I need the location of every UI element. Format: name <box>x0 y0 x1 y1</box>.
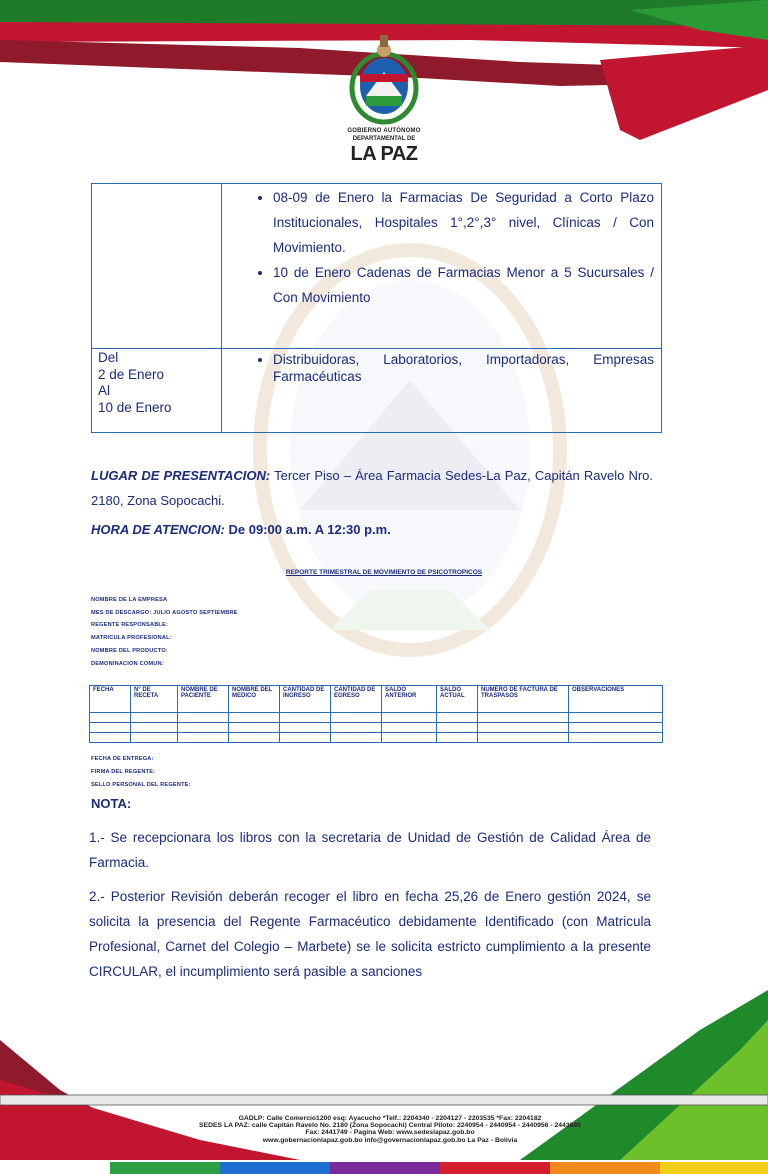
form-field: DEMONINACION COMUN: <box>91 661 164 667</box>
footer-line: GADLP: Calle Comercio1200 esq: Ayacucho *Telf.: 2204340 - 2204127 - 2203535 *Fax: 2204182 <box>238 1115 542 1122</box>
gov-line-1: GOBIERNO AUTÓNOMO <box>347 128 421 134</box>
form-field: NOMBRE DE LA EMPRESA <box>91 597 168 603</box>
col-header: N° DE RECETA <box>131 686 178 713</box>
table-row <box>90 713 663 723</box>
form-footer-field: SELLO PERSONAL DEL REGENTE: <box>91 782 191 788</box>
nota-paragraph-1: 1.- Se recepcionara los libros con la secretaria de Unidad de Gestión de Calidad Área de Farmacia. <box>89 830 651 870</box>
footer-line: SEDES LA PAZ: calle Capitán Ravelo No. 2180 (Zona Sopocachi) Central Piloto: 2240954 - 2440954 - 2440956 - 2443885 <box>199 1122 581 1130</box>
schedule-row <box>92 349 662 433</box>
form-field: REGENTE RESPONSABLE: <box>91 622 169 628</box>
footer-band <box>0 990 768 1174</box>
movement-header-row <box>90 686 663 713</box>
nota-label: NOTA: <box>91 796 132 811</box>
schedule-items-cell <box>222 349 662 433</box>
schedule-item: • 08-09 de Enero la Farmacias De Seguridad a Corto Plazo Institucionales, Hospitales 1°,2°,3° nivel, Clínicas / Con Movimiento. <box>273 185 654 260</box>
col-header: SALDO ANTERIOR <box>382 686 437 713</box>
report-title: REPORTE TRIMESTRAL DE MOVIMIENTO DE PSICOTROPICOS <box>285 569 483 576</box>
gov-line-2: DEPARTAMENTAL DE <box>352 136 416 142</box>
form-footer-field: FECHA DE ENTREGA: <box>91 756 154 762</box>
date-line: 2 de Enero <box>98 366 165 382</box>
table-row <box>90 723 663 733</box>
schedule-date-cell <box>92 184 222 349</box>
date-line: Al <box>98 383 111 398</box>
hora-label: HORA DE ATENCION: <box>91 522 225 537</box>
form-field: NOMBRE DEL PRODUCTO: <box>91 648 168 654</box>
schedule-row <box>92 184 662 349</box>
gov-line-3: LA PAZ <box>350 143 418 165</box>
table-row <box>90 733 663 743</box>
date-line: Del <box>98 350 119 365</box>
col-header: OBSERVACIONES <box>569 686 663 713</box>
schedule-items-cell <box>222 184 662 349</box>
movement-table <box>89 685 663 743</box>
col-header: SALDO ACTUAL <box>437 686 478 713</box>
form-footer-field: FIRMA DEL REGENTE: <box>91 769 156 775</box>
hora-paragraph <box>91 522 391 537</box>
footer-line: www.gobernacionlapaz.gob.bo info@governacionlapaz.gob.bo La Paz - Bolivia <box>262 1136 518 1144</box>
date-line: 10 de Enero <box>98 399 172 415</box>
col-header: NOMBRE DEL MEDICO <box>229 686 280 713</box>
col-header: FECHA <box>90 686 131 713</box>
nota-paragraph-2: 2.- Posterior Revisión deberán recoger el libro en fecha 25,26 de Enero gestión 2024, se solicita la presencia del Regente Farmacéutico debidamente Identificado (con Matricula Profesional, Carnet del Colegio – Marbete) se le solicita estricto cumplimiento a la presente CIRCULAR, el incumplimiento será pasible a sanciones <box>89 889 651 979</box>
gobernacion-crest-logo <box>340 30 428 125</box>
footer-line: Fax: 2441749 - Pagina Web: www.sedeslapaz.gob.bo <box>305 1129 475 1137</box>
schedule-date-cell <box>92 349 222 433</box>
lugar-text: Tercer Piso – Área Farmacia Sedes-La Paz, Capitán Ravelo Nro. 2180, Zona Sopocachi. <box>91 468 653 508</box>
schedule-item: • Distribuidoras, Laboratorios, Importadoras, Empresas Farmacéuticas <box>273 351 654 385</box>
col-header: NOMBRE DE PACIENTE <box>178 686 229 713</box>
schedule-table <box>91 183 662 433</box>
col-header: CANTIDAD DE INGRESO <box>280 686 331 713</box>
form-field: MES DE DESCARGO: JULIO AGOSTO SEPTIEMBRE <box>91 610 238 616</box>
lugar-label: LUGAR DE PRESENTACION: <box>91 468 271 483</box>
col-header: CANTIDAD DE EGRESO <box>331 686 382 713</box>
hora-text: De 09:00 a.m. A 12:30 p.m. <box>228 522 391 537</box>
schedule-item: • 10 de Enero Cadenas de Farmacias Menor a 5 Sucursales / Con Movimiento <box>273 260 654 310</box>
footer-contact <box>140 1115 640 1144</box>
lugar-paragraph <box>91 463 653 513</box>
form-field: MATRICULA PROFESIONAL: <box>91 635 172 641</box>
col-header: NUMERO DE FACTURA DE TRASPASOS <box>478 686 569 713</box>
